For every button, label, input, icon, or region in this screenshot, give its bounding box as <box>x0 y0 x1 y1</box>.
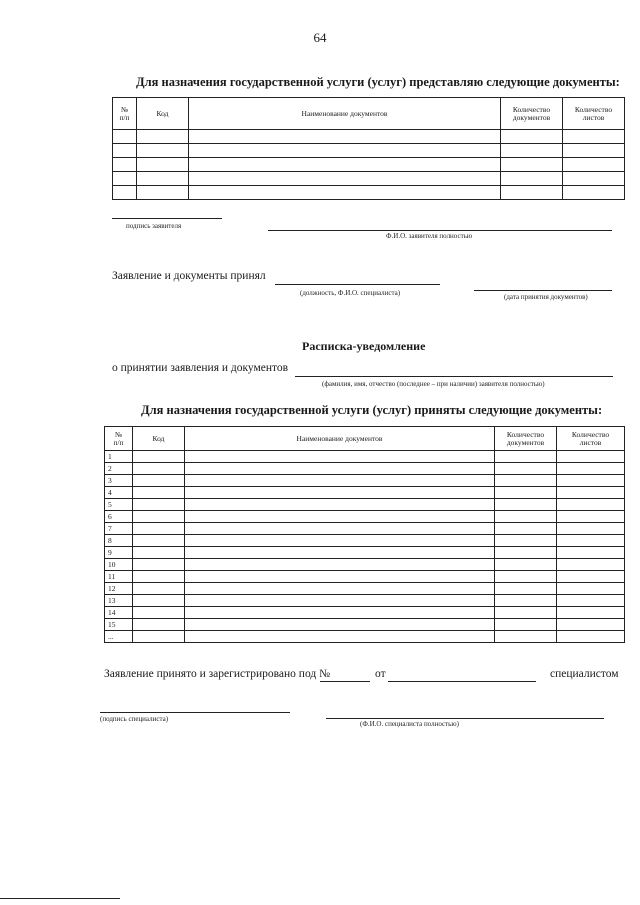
row-number-cell: 4 <box>105 487 133 499</box>
table-cell <box>495 487 557 499</box>
specialist-signature-line <box>100 712 290 713</box>
specialist-name-line <box>326 718 604 719</box>
table-cell <box>133 475 185 487</box>
table-row <box>113 144 625 158</box>
receipt-title: Расписка-уведомление <box>302 339 426 353</box>
table-cell <box>495 451 557 463</box>
col-name-header: Наименование документов <box>185 427 495 451</box>
table-cell <box>495 559 557 571</box>
table-cell <box>557 583 625 595</box>
table-row <box>105 535 625 547</box>
col-code-header: Код <box>137 98 189 130</box>
table-cell <box>557 595 625 607</box>
table-cell <box>495 595 557 607</box>
table-row <box>105 475 625 487</box>
page-number: 64 <box>313 30 327 45</box>
table-cell <box>185 595 495 607</box>
section2-heading: Для назначения государственной услуги (услуг) приняты следующие документы: <box>141 403 603 417</box>
table-row <box>105 487 625 499</box>
table-cell <box>185 499 495 511</box>
table-cell <box>133 463 185 475</box>
table-cell <box>137 130 189 144</box>
table-cell <box>495 523 557 535</box>
table-cell <box>563 130 625 144</box>
table-cell <box>133 607 185 619</box>
row-number-cell: 14 <box>105 607 133 619</box>
row-number-cell: 12 <box>105 583 133 595</box>
col-number-header: № п/п <box>105 427 133 451</box>
table-cell <box>557 535 625 547</box>
table-cell <box>185 619 495 631</box>
table-cell <box>137 144 189 158</box>
table-cell <box>113 172 137 186</box>
table-row <box>105 511 625 523</box>
table-cell <box>113 130 137 144</box>
table-cell <box>557 463 625 475</box>
table-cell <box>137 172 189 186</box>
table-cell <box>189 158 501 172</box>
table-cell <box>137 158 189 172</box>
col-sheet-count-header: Количество листов <box>557 427 625 451</box>
col-number-header: № п/п <box>113 98 137 130</box>
table-row <box>105 583 625 595</box>
table-cell <box>495 583 557 595</box>
table-cell <box>185 475 495 487</box>
table-cell <box>133 571 185 583</box>
row-number-cell: 11 <box>105 571 133 583</box>
table-cell <box>113 144 137 158</box>
table-cell <box>133 511 185 523</box>
accepted-by-text: Заявление и документы принял <box>112 270 266 282</box>
submitted-documents-table <box>112 97 625 200</box>
col-name-header: Наименование документов <box>189 98 501 130</box>
table-cell <box>185 487 495 499</box>
table-cell <box>557 511 625 523</box>
row-number-cell: 6 <box>105 511 133 523</box>
accepted-by-label: (должность, Ф.И.О. специалиста) <box>300 289 401 297</box>
table-cell <box>563 186 625 200</box>
table-cell <box>495 463 557 475</box>
table-cell <box>185 583 495 595</box>
col-sheet-count-header: Количество листов <box>563 98 625 130</box>
table-cell <box>495 619 557 631</box>
accepted-documents-table <box>104 426 625 643</box>
accepted-date-line <box>474 290 612 291</box>
table-cell <box>563 144 625 158</box>
table-cell <box>557 523 625 535</box>
col-code-header: Код <box>133 427 185 451</box>
table-cell <box>557 607 625 619</box>
accepted-date-label: (дата принятия документов) <box>504 293 588 301</box>
table-cell <box>185 511 495 523</box>
table-cell <box>133 451 185 463</box>
table-cell <box>501 158 563 172</box>
table-cell <box>495 571 557 583</box>
table-row <box>105 559 625 571</box>
table-cell <box>185 571 495 583</box>
row-number-cell: 9 <box>105 547 133 559</box>
table-cell <box>133 499 185 511</box>
table-cell <box>133 487 185 499</box>
applicant-name-label: Ф.И.О. заявителя полностью <box>386 232 473 240</box>
table-cell <box>185 631 495 643</box>
table-cell <box>495 631 557 643</box>
table-cell <box>495 535 557 547</box>
table-row <box>105 607 625 619</box>
table-row <box>105 463 625 475</box>
table-cell <box>185 523 495 535</box>
table-cell <box>133 523 185 535</box>
table-cell <box>557 631 625 643</box>
table-cell <box>501 130 563 144</box>
table-cell <box>189 130 501 144</box>
table-cell <box>495 607 557 619</box>
row-number-cell: 13 <box>105 595 133 607</box>
table-row <box>105 547 625 559</box>
receipt-applicant-label: (фамилия, имя, отчество (последнее – при наличии) заявителя полностью) <box>322 380 545 388</box>
row-number-cell: 15 <box>105 619 133 631</box>
row-number-cell: 2 <box>105 463 133 475</box>
row-number-cell: 3 <box>105 475 133 487</box>
table-row <box>113 158 625 172</box>
table-cell <box>495 499 557 511</box>
registration-number-line <box>320 681 370 682</box>
footer-line <box>0 898 120 899</box>
table-cell <box>557 451 625 463</box>
row-number-cell: 7 <box>105 523 133 535</box>
applicant-signature-label: подпись заявителя <box>126 222 182 230</box>
section1-heading: Для назначения государственной услуги (услуг) представляю следующие документы: <box>136 75 620 89</box>
table-row <box>105 451 625 463</box>
table-cell <box>133 535 185 547</box>
table-cell <box>495 511 557 523</box>
table-cell <box>495 547 557 559</box>
registration-date-line <box>388 681 536 682</box>
table-row <box>105 595 625 607</box>
table-cell <box>113 186 137 200</box>
table-cell <box>185 547 495 559</box>
table-cell <box>189 186 501 200</box>
table-cell <box>557 571 625 583</box>
table-cell <box>563 158 625 172</box>
specialist-name-label: (Ф.И.О. специалиста полностью) <box>360 720 459 728</box>
table-cell <box>501 172 563 186</box>
table-row <box>113 186 625 200</box>
row-number-cell: 1 <box>105 451 133 463</box>
table-cell <box>185 559 495 571</box>
table-cell <box>189 172 501 186</box>
table-cell <box>185 535 495 547</box>
table-cell <box>189 144 501 158</box>
table-cell <box>557 559 625 571</box>
table-header-row <box>113 98 625 130</box>
table-cell <box>557 487 625 499</box>
table-cell <box>133 583 185 595</box>
applicant-name-line <box>268 230 612 231</box>
registration-text-a: Заявление принято и зарегистрировано под № <box>104 668 331 680</box>
table-cell <box>501 186 563 200</box>
row-number-cell: 5 <box>105 499 133 511</box>
table-cell <box>557 547 625 559</box>
table-cell <box>133 547 185 559</box>
table-cell <box>185 607 495 619</box>
table-header-row <box>105 427 625 451</box>
table-cell <box>557 499 625 511</box>
registration-text-b: от <box>375 668 386 680</box>
table-row <box>105 571 625 583</box>
table-cell <box>495 475 557 487</box>
accepted-by-line <box>275 284 440 285</box>
col-doc-count-header: Количество документов <box>495 427 557 451</box>
table-row <box>105 619 625 631</box>
table-row <box>105 631 625 643</box>
table-row <box>105 499 625 511</box>
table-cell <box>137 186 189 200</box>
table-cell <box>133 631 185 643</box>
table-cell <box>557 475 625 487</box>
table-cell <box>185 451 495 463</box>
row-number-cell: 8 <box>105 535 133 547</box>
registration-text-c: специалистом <box>550 668 619 680</box>
table-cell <box>133 559 185 571</box>
table-cell <box>113 158 137 172</box>
col-doc-count-header: Количество документов <box>501 98 563 130</box>
applicant-signature-line <box>112 218 222 219</box>
table-cell <box>133 595 185 607</box>
table-cell <box>501 144 563 158</box>
table-cell <box>557 619 625 631</box>
row-number-cell: 10 <box>105 559 133 571</box>
table-row <box>113 172 625 186</box>
receipt-applicant-line <box>295 376 613 377</box>
receipt-line-text: о принятии заявления и документов <box>112 362 289 374</box>
row-number-cell: ... <box>105 631 133 643</box>
specialist-signature-label: (подпись специалиста) <box>100 715 169 723</box>
table-row <box>113 130 625 144</box>
table-cell <box>185 463 495 475</box>
table-row <box>105 523 625 535</box>
table-cell <box>133 619 185 631</box>
table-cell <box>563 172 625 186</box>
